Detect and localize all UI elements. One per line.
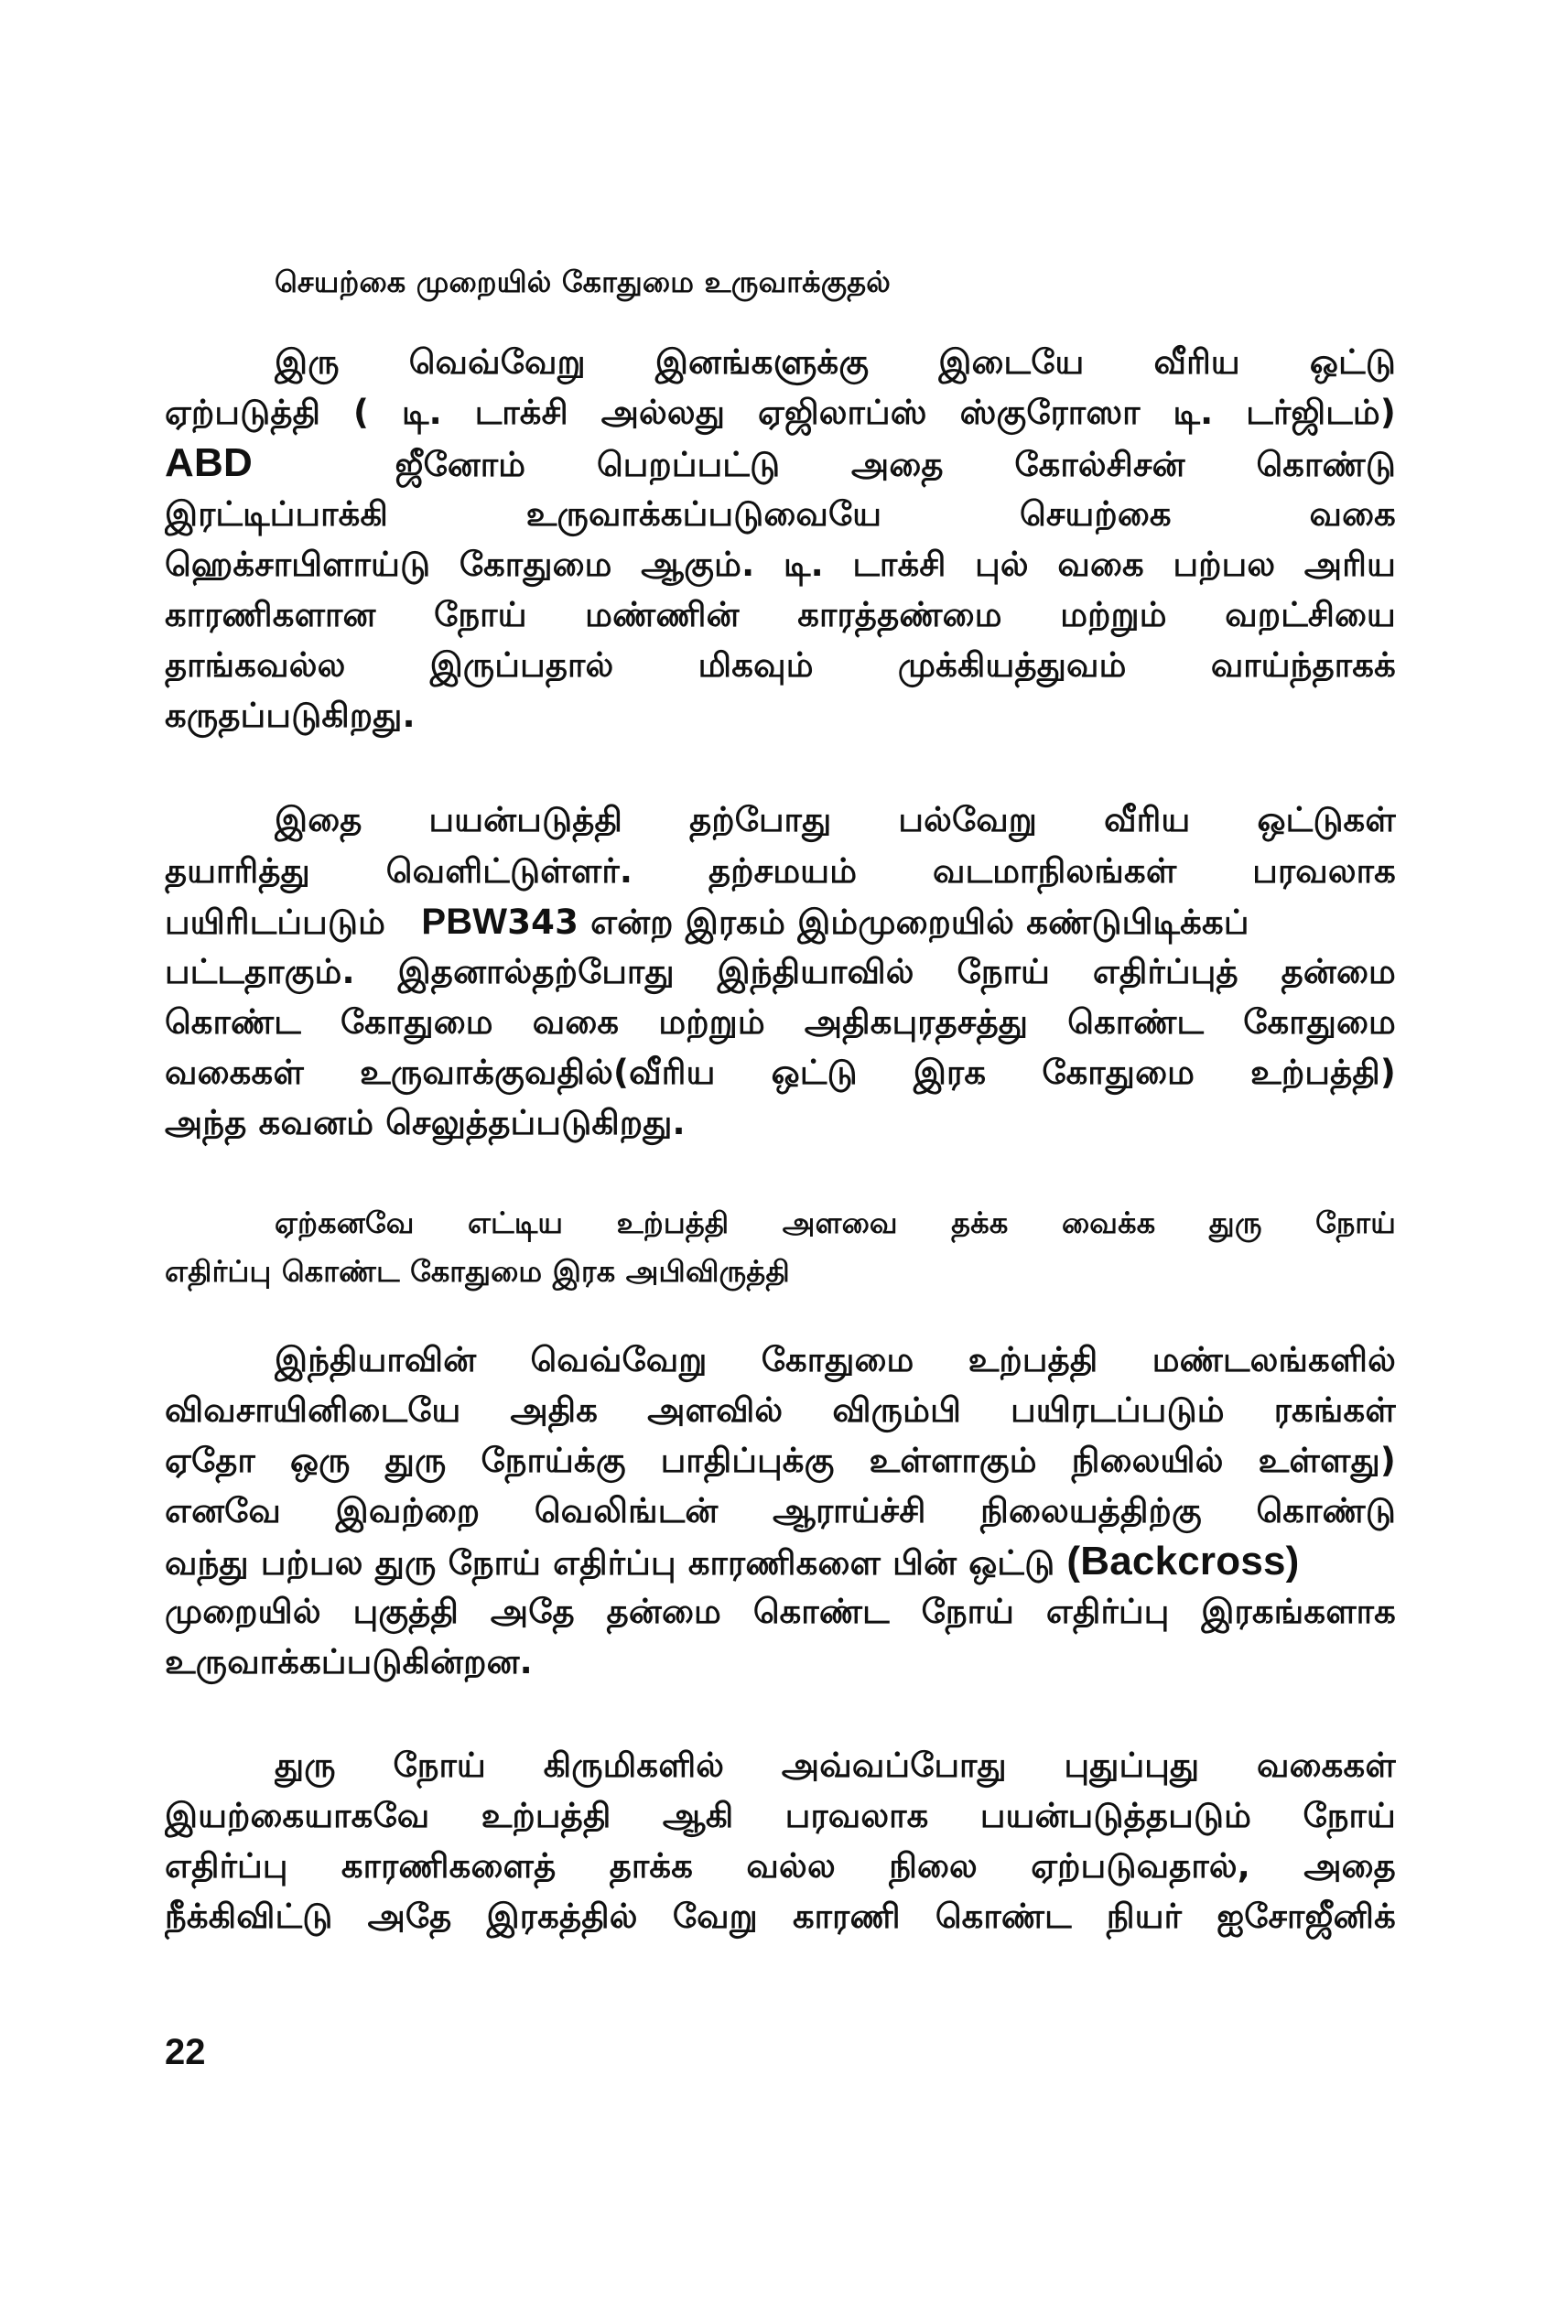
paragraph-4-line-1: துரு நோய் கிருமிகளில் அவ்வப்போது புதுப்புது வகைகள் [275, 1746, 1396, 1785]
paragraph-2-line-6: வகைகள் உருவாக்குவதில்(வீரிய ஒட்டு இரக கோதுமை உற்பத்தி) [165, 1053, 1396, 1092]
paragraph-2-line-3-prefix: பயிரிடப்படும் [165, 903, 386, 942]
paragraph-1-line-3 [165, 439, 1396, 489]
paragraph-3-line-5-text: வந்து பற்பல துரு நோய் எதிர்ப்பு காரணிகளை பின் ஒட்டு [165, 1543, 1055, 1583]
section-heading-1: செயற்கை முறையில் கோதுமை உருவாக்குதல் [275, 265, 892, 299]
paragraph-3-line-5 [165, 1538, 1410, 1587]
paragraph-1-line-6: காரணிகளான நோய் மண்ணின் காரத்தண்மை மற்றும் வறட்சியை [165, 595, 1396, 634]
paragraph-2-line-2: தயாரித்து வெளிட்டுள்ளர். தற்சமயம் வடமாநிலங்கள் பரவலாக [165, 851, 1396, 891]
paragraph-3-line-3: ஏதோ ஒரு துரு நோய்க்கு பாதிப்புக்கு உள்ளாகும் நிலையில் உள்ளது) [165, 1441, 1396, 1480]
abd-term: ABD [165, 440, 253, 485]
paragraph-3-line-4: எனவே இவற்றை வெலிங்டன் ஆராய்ச்சி நிலையத்திற்கு கொண்டு [165, 1491, 1396, 1530]
paragraph-1-line-4: இரட்டிப்பாக்கி உருவாக்கப்படுவையே செயற்கை வகை [165, 494, 1396, 534]
paragraph-4-line-3: எதிர்ப்பு காரணிகளைத் தாக்க வல்ல நிலை ஏற்படுவதால், அதை [165, 1846, 1396, 1886]
paragraph-1-line-5: ஹெக்சாபிளாய்டு கோதுமை ஆகும். டி. டாக்சி புல் வகை பற்பல அரிய [165, 545, 1396, 584]
paragraph-2-line-4: பட்டதாகும். இதனால்தற்போது இந்தியாவில் நோய் எதிர்ப்புத் தன்மை [165, 952, 1396, 991]
paragraph-1-line-7: தாங்கவல்ல இருப்பதால் மிகவும் முக்கியத்துவம் வாய்ந்தாகக் [165, 645, 1396, 685]
paragraph-3-line-1: இந்தியாவின் வெவ்வேறு கோதுமை உற்பத்தி மண்டலங்களில் [275, 1340, 1396, 1379]
paragraph-1-line-3-text: ஜீனோம் பெறப்பட்டு அதை கோல்சிசன் கொண்டு [395, 445, 1396, 484]
paragraph-1-line-2: ஏற்படுத்தி ( டி. டாக்சி அல்லது ஏஜிலாப்ஸ் ஸ்குரோஸா டி. டர்ஜிடம்) [165, 393, 1396, 432]
paragraph-4-line-2: இயற்கையாகவே உற்பத்தி ஆகி பரவலாக பயன்படுத்தபடும் நோய் [165, 1796, 1396, 1835]
page-number: 22 [165, 2032, 206, 2072]
paragraph-1-line-1: இரு வெவ்வேறு இனங்களுக்கு இடையே வீரிய ஒட்டு [275, 342, 1396, 382]
paragraph-2-line-3-text: 343 என்ற இரகம் இம்முறையில் கண்டுபிடிக்கப் [507, 903, 1249, 942]
paragraph-4-line-4: நீக்கிவிட்டு அதே இரகத்தில் வேறு காரணி கொண்ட நியர் ஐசோஜீனிக் [165, 1897, 1396, 1936]
paragraph-3-line-2: விவசாயினிடையே அதிக அளவில் விரும்பி பயிரடப்படும் ரகங்கள் [165, 1390, 1396, 1430]
section-heading-2-line-1: ஏற்கனவே எட்டிய உற்பத்தி அளவை தக்க வைக்க துரு நோய் [275, 1205, 1396, 1240]
paragraph-2-line-1: இதை பயன்படுத்தி தற்போது பல்வேறு வீரிய ஒட்டுகள் [275, 800, 1396, 839]
paragraph-2-line-7: அந்த கவனம் செலுத்தப்படுகிறது. [165, 1103, 686, 1142]
paragraph-3-line-6: முறையில் புகுத்தி அதே தன்மை கொண்ட நோய் எதிர்ப்பு இரகங்களாக [165, 1592, 1396, 1631]
paragraph-1-line-8: கருதப்படுகிறது. [165, 696, 416, 735]
section-heading-2-line-2: எதிர்ப்பு கொண்ட கோதுமை இரக அபிவிருத்தி [165, 1254, 790, 1289]
pbw-term: PBW [421, 902, 508, 942]
paragraph-3-line-7: உருவாக்கப்படுகின்றன. [165, 1642, 533, 1681]
backcross-term: (Backcross) [1066, 1539, 1300, 1584]
paragraph-2-line-5: கொண்ட கோதுமை வகை மற்றும் அதிகபுரதசத்து கொண்ட கோதுமை [165, 1002, 1396, 1042]
paragraph-2-line-3 [165, 898, 1396, 946]
